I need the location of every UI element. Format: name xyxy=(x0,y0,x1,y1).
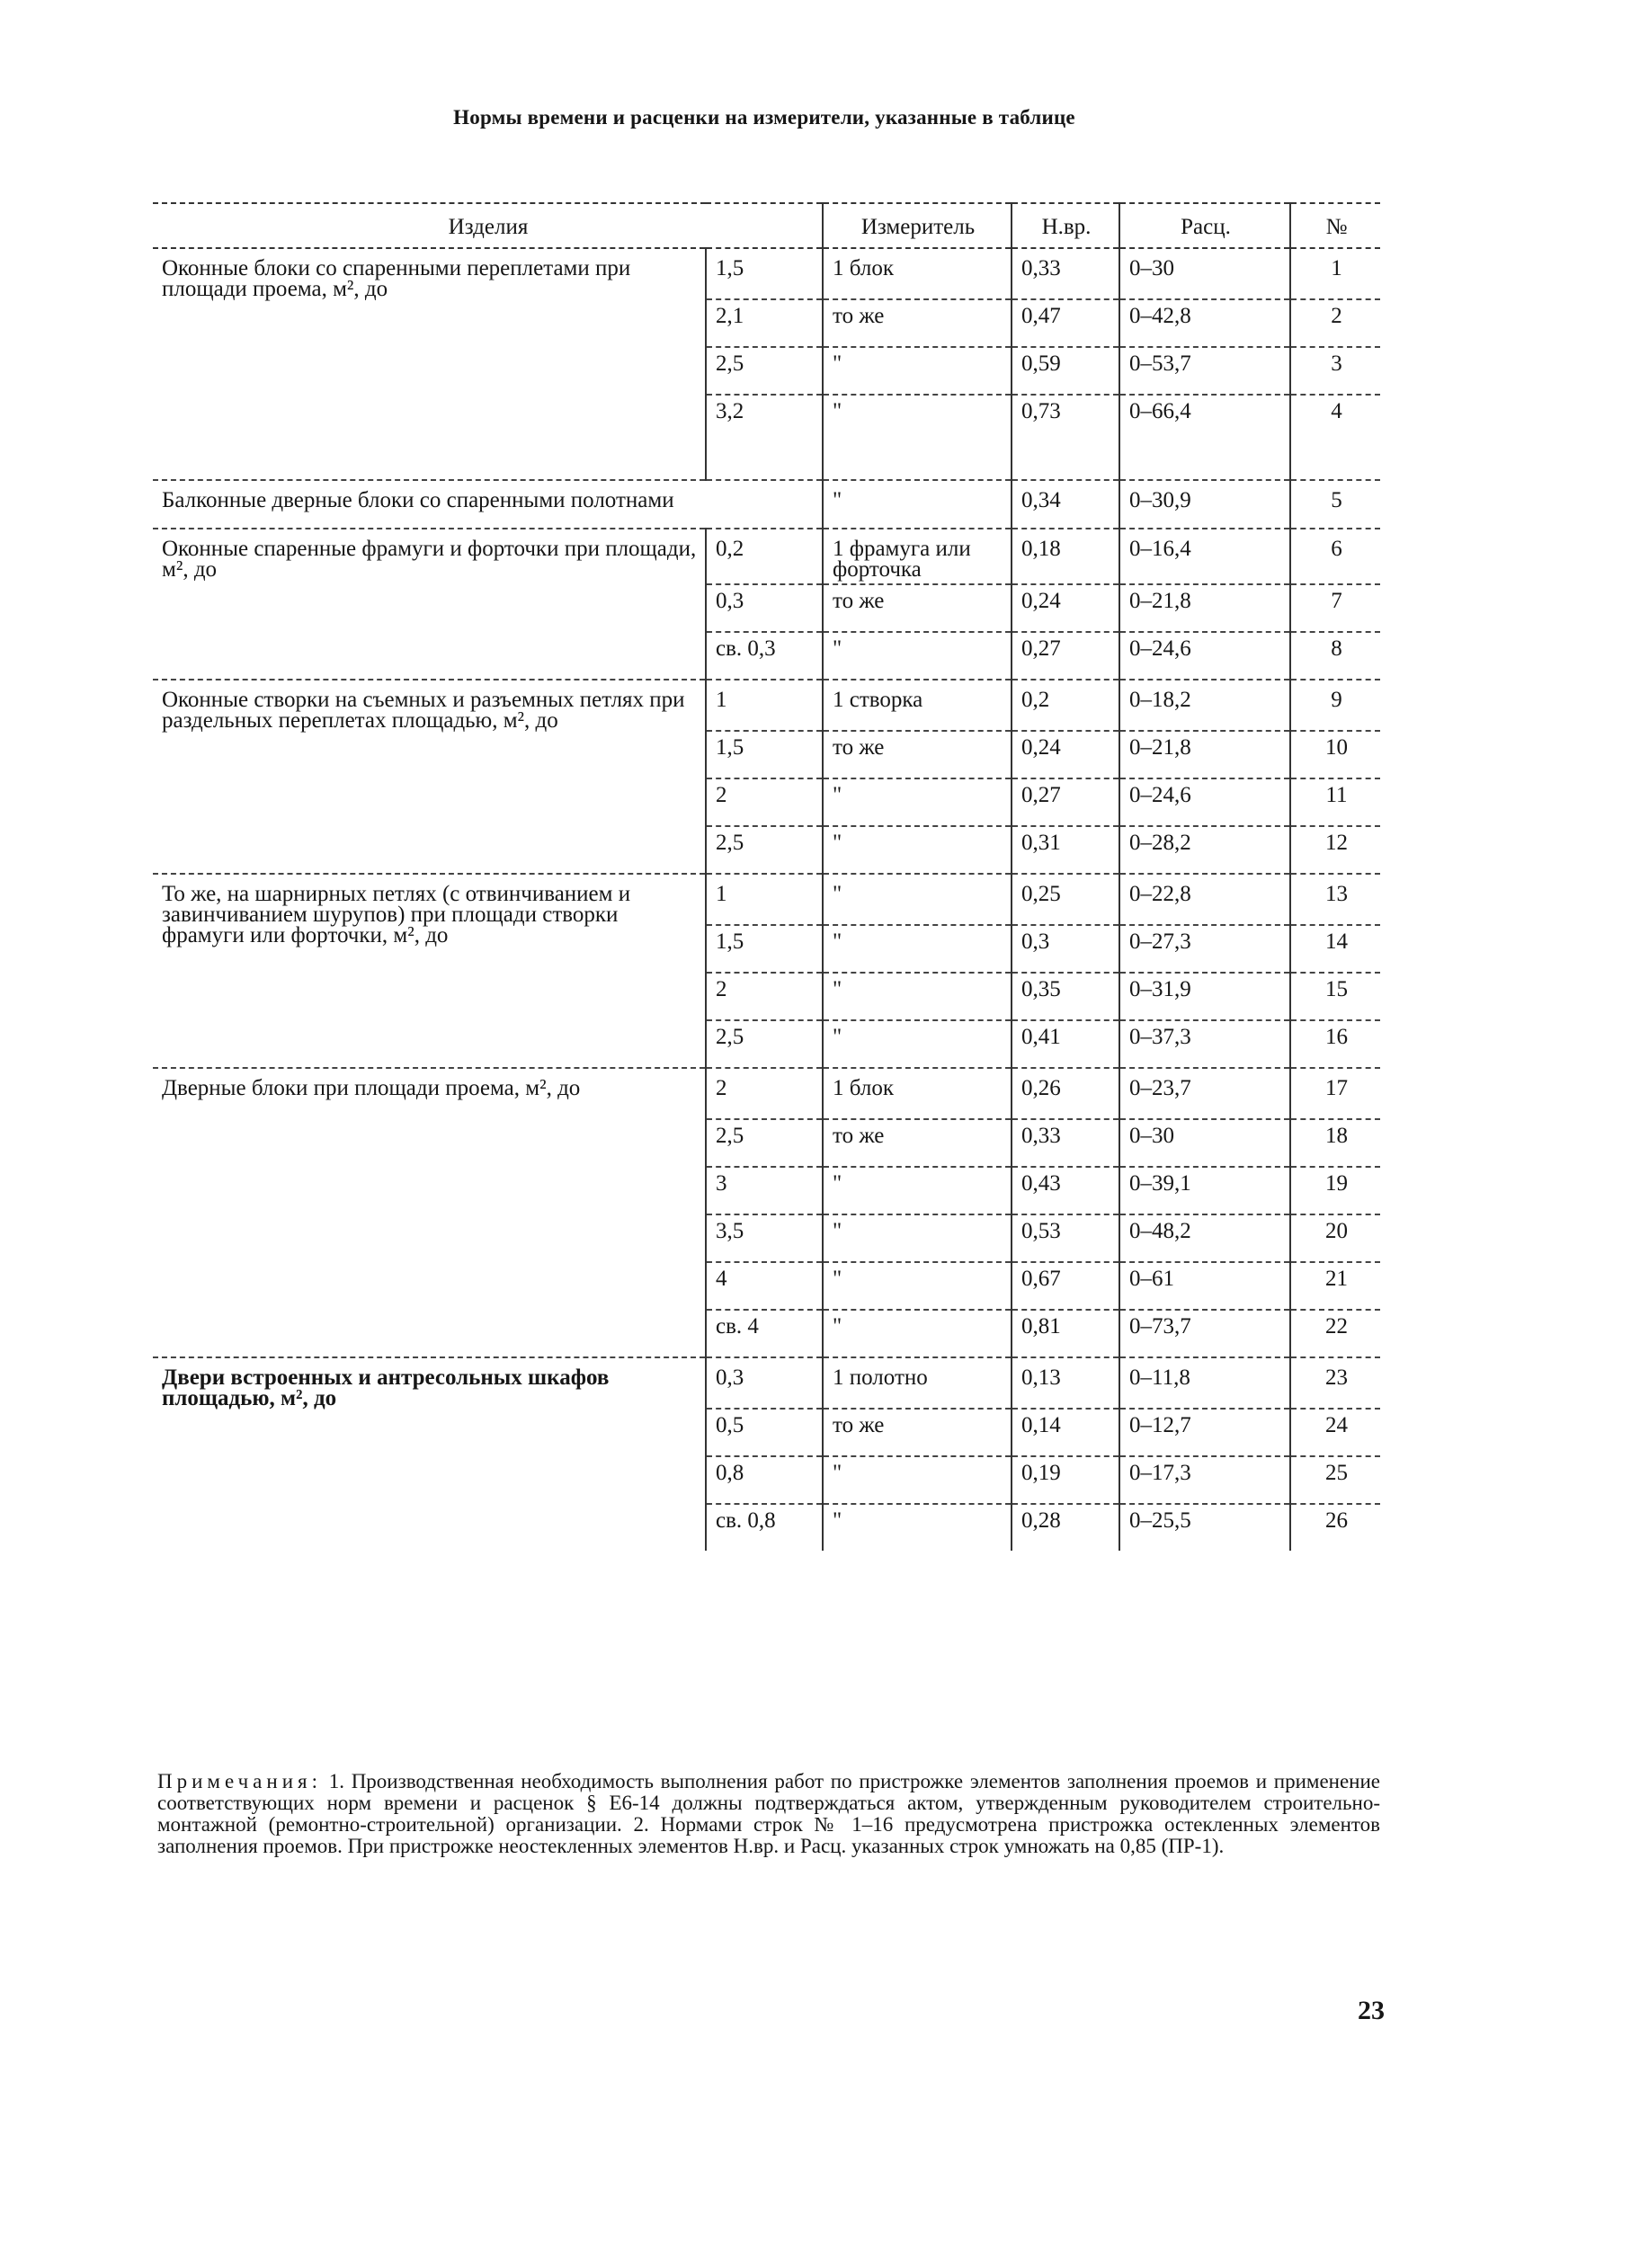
cell-unit: " xyxy=(823,1456,1012,1504)
cell-unit: " xyxy=(823,826,1012,874)
cell-no: 25 xyxy=(1290,1456,1380,1504)
cell-no: 4 xyxy=(1290,395,1380,441)
cell-no: 8 xyxy=(1290,632,1380,680)
cell-no: 22 xyxy=(1290,1310,1380,1357)
cell-rasc: 0–18,2 xyxy=(1119,680,1290,731)
cell-rasc: 0–17,3 xyxy=(1119,1456,1290,1504)
cell-rasc: 0–21,8 xyxy=(1119,731,1290,778)
cell-hvr: 0,33 xyxy=(1012,248,1119,299)
table-row xyxy=(153,874,1380,925)
cell-no: 20 xyxy=(1290,1214,1380,1262)
cell-no: 10 xyxy=(1290,731,1380,778)
cell-no: 26 xyxy=(1290,1504,1380,1551)
cell-rasc: 0–25,5 xyxy=(1119,1504,1290,1551)
cell-size: 2,5 xyxy=(706,826,823,874)
cell-size: 1,5 xyxy=(706,925,823,973)
cell-size: 2 xyxy=(706,778,823,826)
cell-hvr: 0,67 xyxy=(1012,1262,1119,1310)
cell-no: 2 xyxy=(1290,299,1380,347)
cell-size: 2,1 xyxy=(706,299,823,347)
cell-rasc: 0–66,4 xyxy=(1119,395,1290,441)
notes-label: Примечания: xyxy=(157,1770,322,1792)
cell-no: 12 xyxy=(1290,826,1380,874)
cell-no: 23 xyxy=(1290,1357,1380,1409)
cell-rasc: 0–53,7 xyxy=(1119,347,1290,395)
page-number: 23 xyxy=(1358,1996,1385,2025)
header-rasc: Расц. xyxy=(1119,203,1290,248)
cell-hvr: 0,24 xyxy=(1012,584,1119,632)
cell-rasc: 0–23,7 xyxy=(1119,1068,1290,1119)
cell-size: 2,5 xyxy=(706,1119,823,1167)
cell-rasc: 0–21,8 xyxy=(1119,584,1290,632)
cell-hvr: 0,19 xyxy=(1012,1456,1119,1504)
cell-size: 3,5 xyxy=(706,1214,823,1262)
cell-unit: " xyxy=(823,1262,1012,1310)
cell-no: 13 xyxy=(1290,874,1380,925)
table-caption: Нормы времени и расценки на измерители, указанные в таблице xyxy=(453,106,1075,129)
cell-size: св. 4 xyxy=(706,1310,823,1357)
header-hvr: Н.вр. xyxy=(1012,203,1119,248)
cell-no: 6 xyxy=(1290,529,1380,584)
cell-no: 16 xyxy=(1290,1020,1380,1068)
cell-no: 3 xyxy=(1290,347,1380,395)
row-item-title: Дверные блоки при площади проема, м², до xyxy=(153,1068,706,1357)
cell-hvr: 0,34 xyxy=(1012,480,1119,529)
cell-unit: то же xyxy=(823,1409,1012,1456)
cell-hvr: 0,13 xyxy=(1012,1357,1119,1409)
header-item: Изделия xyxy=(153,203,823,248)
cell-size: св. 0,8 xyxy=(706,1504,823,1551)
cell-rasc: 0–42,8 xyxy=(1119,299,1290,347)
cell-size: 1 xyxy=(706,874,823,925)
cell-rasc: 0–12,7 xyxy=(1119,1409,1290,1456)
cell-size: 0,5 xyxy=(706,1409,823,1456)
cell-unit: " xyxy=(823,1310,1012,1357)
cell-unit: то же xyxy=(823,731,1012,778)
cell-rasc: 0–28,2 xyxy=(1119,826,1290,874)
cell-no: 24 xyxy=(1290,1409,1380,1456)
cell-no: 14 xyxy=(1290,925,1380,973)
row-item-title: Балконные дверные блоки со спаренными полотнами xyxy=(153,480,823,529)
cell-hvr: 0,59 xyxy=(1012,347,1119,395)
table-row xyxy=(153,680,1380,731)
cell-hvr: 0,2 xyxy=(1012,680,1119,731)
table-body xyxy=(153,248,1380,1551)
cell-hvr: 0,33 xyxy=(1012,1119,1119,1167)
cell-no: 19 xyxy=(1290,1167,1380,1214)
cell-hvr: 0,81 xyxy=(1012,1310,1119,1357)
cell-size: 1,5 xyxy=(706,731,823,778)
cell-unit: " xyxy=(823,973,1012,1020)
cell-rasc: 0–37,3 xyxy=(1119,1020,1290,1068)
cell-rasc: 0–24,6 xyxy=(1119,632,1290,680)
table-row xyxy=(153,529,1380,584)
cell-unit: 1 фрамуга или форточка xyxy=(823,529,1012,584)
cell-unit: " xyxy=(823,632,1012,680)
cell-unit: " xyxy=(823,778,1012,826)
cell-hvr: 0,14 xyxy=(1012,1409,1119,1456)
cell-rasc: 0–61 xyxy=(1119,1262,1290,1310)
cell-unit: 1 блок xyxy=(823,1068,1012,1119)
cell-rasc: 0–24,6 xyxy=(1119,778,1290,826)
cell-rasc: 0–27,3 xyxy=(1119,925,1290,973)
cell-size: 1,5 xyxy=(706,248,823,299)
cell-size: 1 xyxy=(706,680,823,731)
cell-hvr: 0,3 xyxy=(1012,925,1119,973)
cell-hvr: 0,31 xyxy=(1012,826,1119,874)
row-item-title: Двери встроенных и антресольных шкафов площадью, м², до xyxy=(153,1357,706,1551)
notes xyxy=(157,1771,1380,1857)
cell-size: 2 xyxy=(706,1068,823,1119)
cell-unit: " xyxy=(823,1504,1012,1551)
cell-hvr: 0,27 xyxy=(1012,778,1119,826)
cell-rasc: 0–16,4 xyxy=(1119,529,1290,584)
cell-unit: " xyxy=(823,347,1012,395)
cell-size: 0,2 xyxy=(706,529,823,584)
cell-hvr: 0,73 xyxy=(1012,395,1119,441)
cell-no: 5 xyxy=(1290,480,1380,529)
cell-size: 3,2 xyxy=(706,395,823,441)
row-item-title: То же, на шарнирных петлях (с отвинчиванием и завинчиванием шурупов) при площади створки фрамуги или форточки, м², до xyxy=(153,874,706,1068)
row-item-title: Оконные створки на съемных и разъемных петлях при раздельных переплетах площадью, м², до xyxy=(153,680,706,874)
norms-table xyxy=(153,202,1380,1551)
table-row xyxy=(153,248,1380,299)
cell-unit: " xyxy=(823,395,1012,441)
cell-size: 2 xyxy=(706,973,823,1020)
cell-hvr: 0,53 xyxy=(1012,1214,1119,1262)
cell-hvr: 0,25 xyxy=(1012,874,1119,925)
cell-unit: 1 створка xyxy=(823,680,1012,731)
table-row xyxy=(153,1068,1380,1119)
cell-unit: " xyxy=(823,1020,1012,1068)
spacer-cell xyxy=(1012,441,1119,480)
spacer-cell xyxy=(706,441,823,480)
cell-no: 11 xyxy=(1290,778,1380,826)
table-row xyxy=(153,1357,1380,1409)
cell-size: 2,5 xyxy=(706,347,823,395)
cell-no: 7 xyxy=(1290,584,1380,632)
cell-rasc: 0–30,9 xyxy=(1119,480,1290,529)
cell-rasc: 0–39,1 xyxy=(1119,1167,1290,1214)
cell-no: 15 xyxy=(1290,973,1380,1020)
header-unit: Измеритель xyxy=(823,203,1012,248)
cell-unit: " xyxy=(823,1167,1012,1214)
cell-no: 17 xyxy=(1290,1068,1380,1119)
row-item-title: Оконные спаренные фрамуги и форточки при площади, м², до xyxy=(153,529,706,680)
cell-unit: 1 блок xyxy=(823,248,1012,299)
cell-rasc: 0–73,7 xyxy=(1119,1310,1290,1357)
cell-rasc: 0–22,8 xyxy=(1119,874,1290,925)
header-no: № xyxy=(1290,203,1380,248)
cell-size: 3 xyxy=(706,1167,823,1214)
cell-hvr: 0,41 xyxy=(1012,1020,1119,1068)
cell-size: 0,3 xyxy=(706,1357,823,1409)
cell-unit: " xyxy=(823,1214,1012,1262)
cell-rasc: 0–11,8 xyxy=(1119,1357,1290,1409)
cell-hvr: 0,47 xyxy=(1012,299,1119,347)
cell-no: 21 xyxy=(1290,1262,1380,1310)
cell-hvr: 0,27 xyxy=(1012,632,1119,680)
cell-hvr: 0,24 xyxy=(1012,731,1119,778)
cell-unit: " xyxy=(823,480,1012,529)
cell-hvr: 0,43 xyxy=(1012,1167,1119,1214)
spacer-cell xyxy=(823,441,1012,480)
spacer-cell xyxy=(1119,441,1290,480)
cell-no: 1 xyxy=(1290,248,1380,299)
cell-rasc: 0–48,2 xyxy=(1119,1214,1290,1262)
cell-hvr: 0,26 xyxy=(1012,1068,1119,1119)
cell-no: 9 xyxy=(1290,680,1380,731)
cell-unit: 1 полотно xyxy=(823,1357,1012,1409)
cell-size: 0,3 xyxy=(706,584,823,632)
table-header-row xyxy=(153,203,1380,248)
cell-unit: " xyxy=(823,874,1012,925)
row-item-title: Оконные блоки со спаренными переплетами при площади проема, м², до xyxy=(153,248,706,480)
cell-hvr: 0,28 xyxy=(1012,1504,1119,1551)
cell-rasc: 0–30 xyxy=(1119,248,1290,299)
cell-no: 18 xyxy=(1290,1119,1380,1167)
cell-size: св. 0,3 xyxy=(706,632,823,680)
cell-unit: то же xyxy=(823,299,1012,347)
cell-unit: то же xyxy=(823,1119,1012,1167)
cell-size: 0,8 xyxy=(706,1456,823,1504)
spacer-cell xyxy=(1290,441,1380,480)
cell-hvr: 0,18 xyxy=(1012,529,1119,584)
notes-text: 1. Производственная необходимость выполнения работ по пристрожке элементов заполнения проемов и применение соответствующих норм времени и расценок § Е6-14 должны подтверждаться актом, утвержденным руководителем строительно-монтажной (ремонтно-строительной) организации. 2. Нормами строк № 1–16 предусмотрена пристрожка остекленных элементов заполнения проемов. При пристрожке неостекленных элементов Н.вр. и Расц. указанных строк умножать на 0,85 (ПР-1). xyxy=(157,1770,1380,1857)
cell-unit: " xyxy=(823,925,1012,973)
cell-hvr: 0,35 xyxy=(1012,973,1119,1020)
cell-rasc: 0–31,9 xyxy=(1119,973,1290,1020)
table-row xyxy=(153,480,1380,529)
cell-rasc: 0–30 xyxy=(1119,1119,1290,1167)
cell-size: 4 xyxy=(706,1262,823,1310)
cell-size: 2,5 xyxy=(706,1020,823,1068)
cell-unit: то же xyxy=(823,584,1012,632)
